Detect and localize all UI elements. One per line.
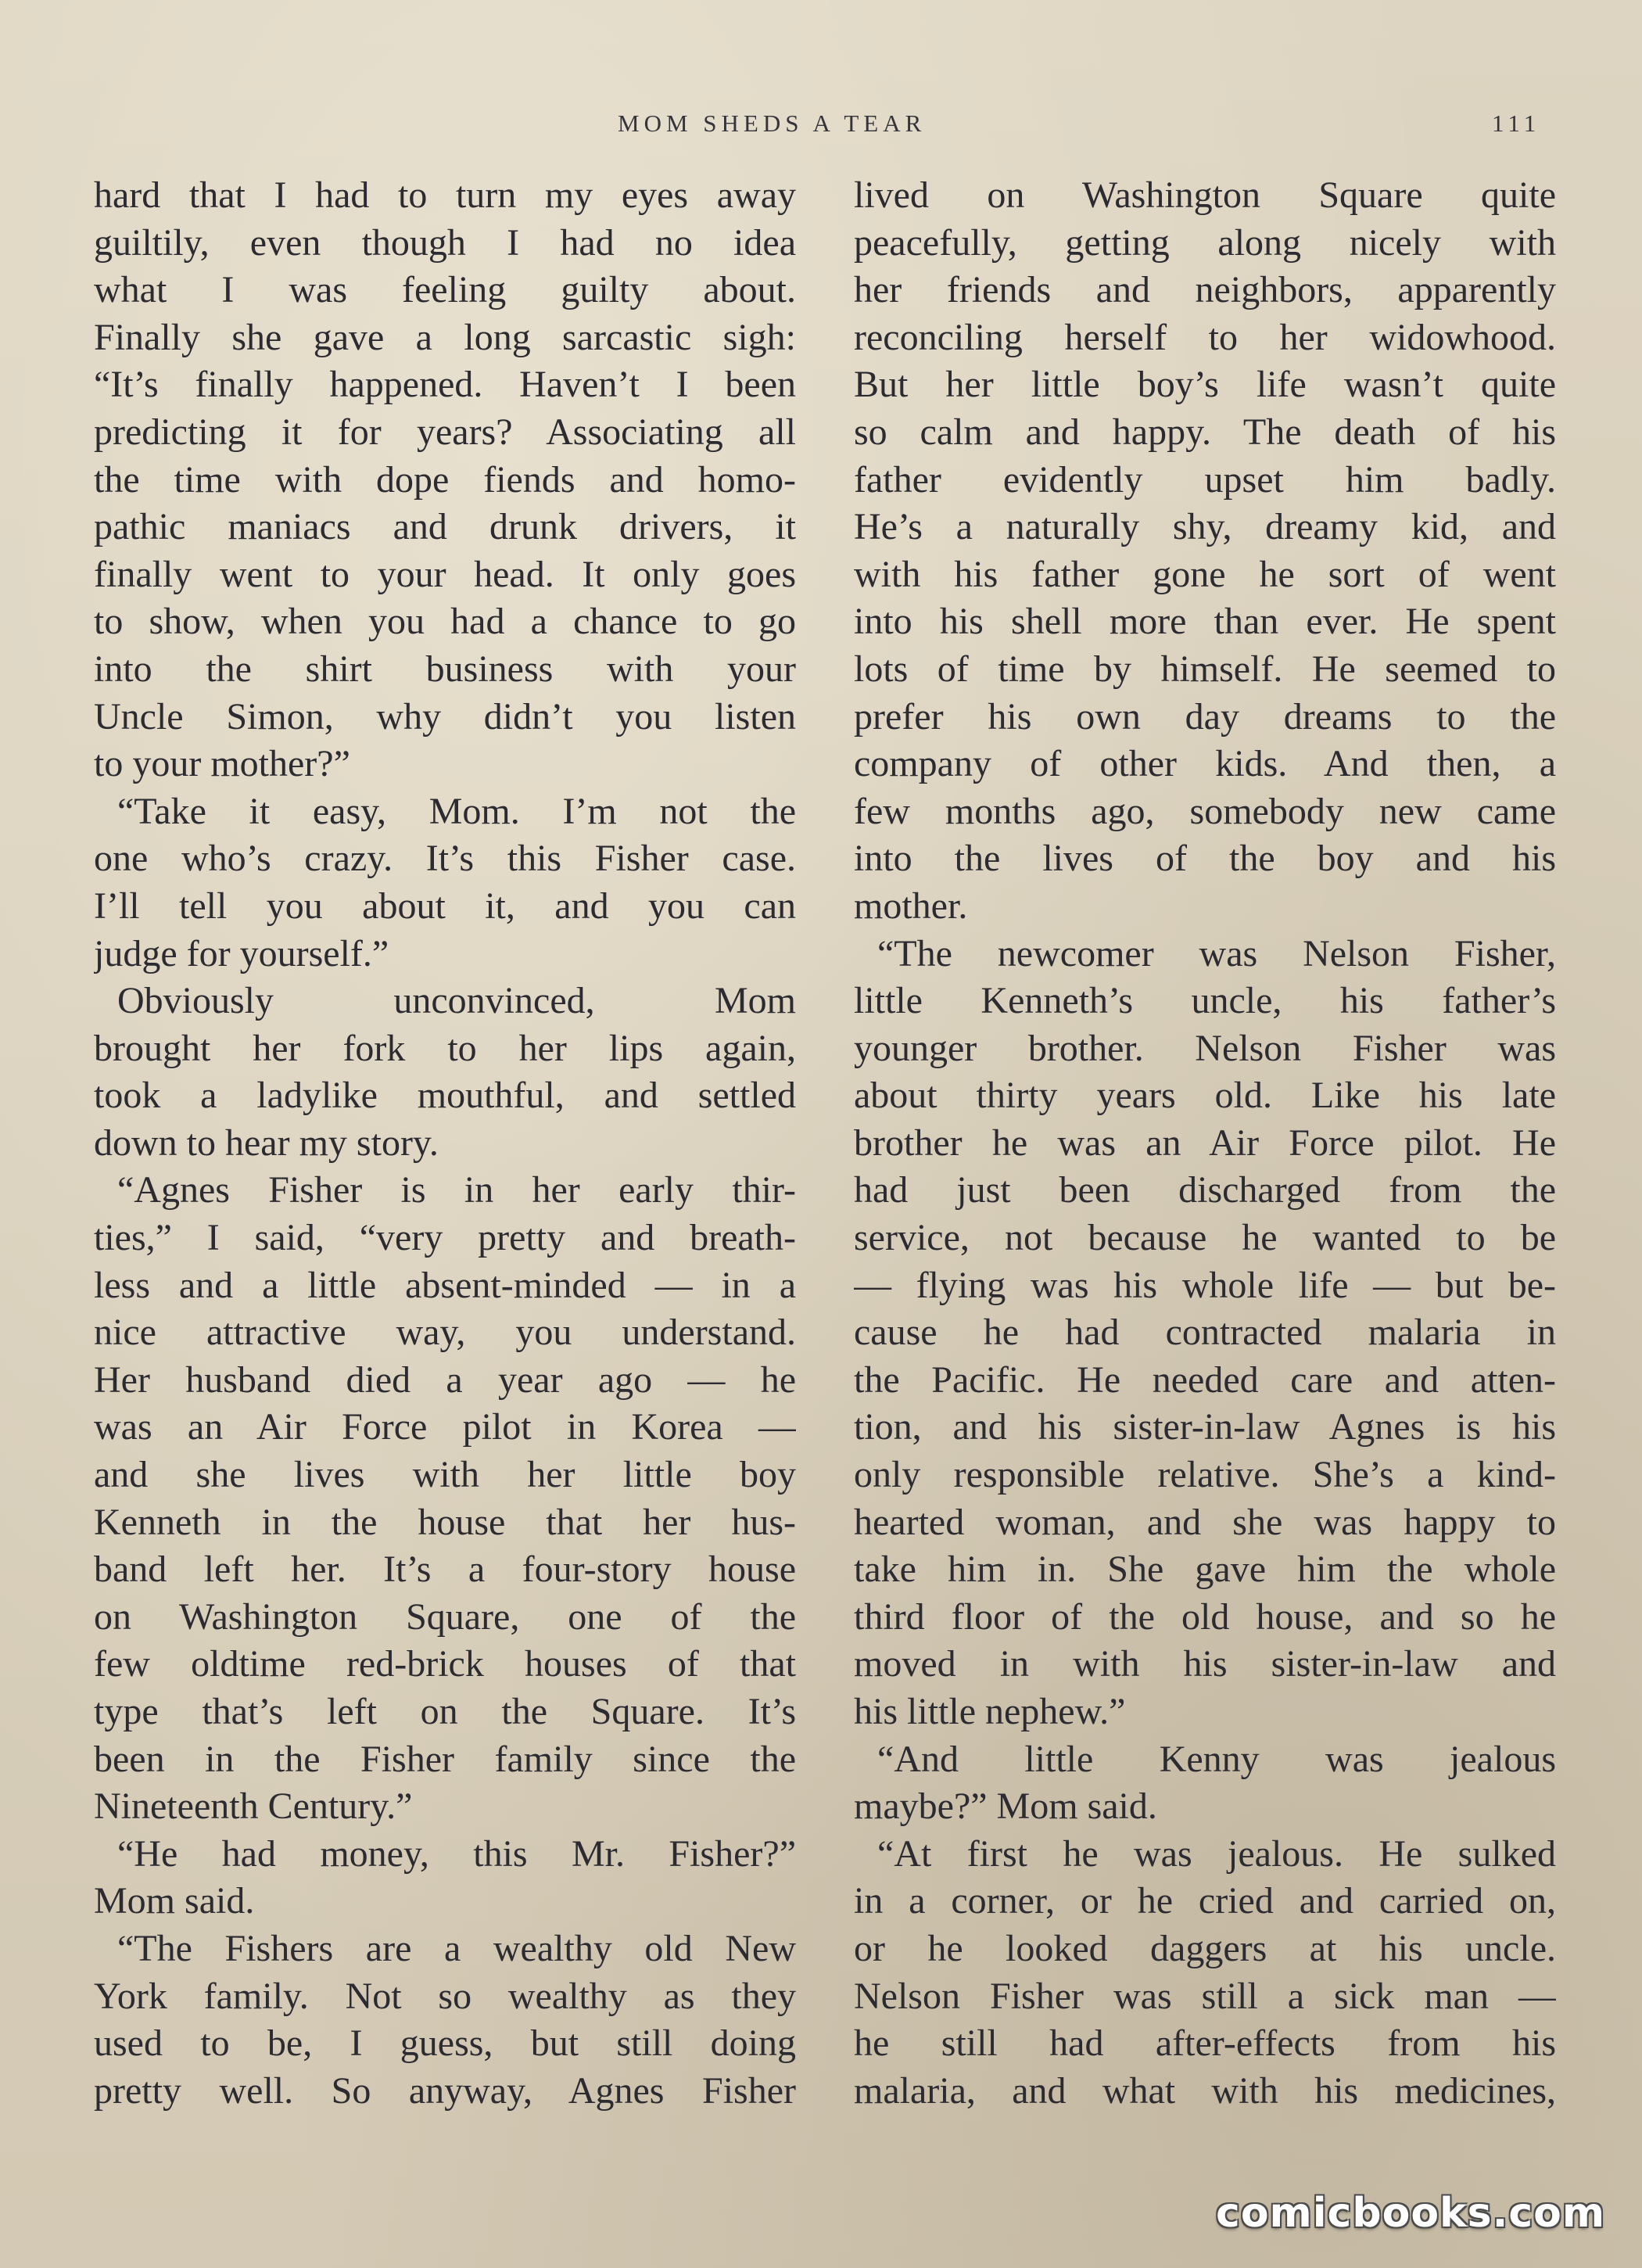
text-line: into the shirt business with your xyxy=(94,648,796,690)
text-line: moved in with his sister-in-law and xyxy=(854,1643,1556,1685)
text-line: But her little boy’s life wasn’t quite xyxy=(854,364,1556,406)
text-line: less and a little absent-minded — in a xyxy=(94,1264,796,1306)
text-line: down to hear my story. xyxy=(94,1121,439,1164)
text-line: pathic maniacs and drunk drivers, it xyxy=(94,506,796,548)
text-line: the Pacific. He needed care and atten- xyxy=(854,1358,1556,1401)
text-line: predicting it for years? Associating all xyxy=(94,411,796,453)
text-line: guiltily, even though I had no idea xyxy=(94,221,796,264)
left-text-column xyxy=(94,172,796,2115)
text-line: one who’s crazy. It’s this Fisher case. xyxy=(94,838,796,880)
text-line: finally went to your head. It only goes xyxy=(94,553,796,595)
text-line: was an Air Force pilot in Korea — xyxy=(94,1406,796,1448)
text-line: younger brother. Nelson Fisher was xyxy=(854,1027,1556,1069)
text-line: what I was feeling guilty about. xyxy=(94,269,796,311)
watermark-logo: comicbooks.com xyxy=(1216,2190,1606,2237)
text-line: so calm and happy. The death of his xyxy=(854,411,1556,453)
page-header xyxy=(0,109,1642,141)
text-line: or he looked daggers at his uncle. xyxy=(854,1927,1556,1969)
text-line: cause he had contracted malaria in xyxy=(854,1312,1556,1354)
running-title: MOM SHEDS A TEAR xyxy=(618,109,927,137)
text-line: in a corner, or he cried and carried on, xyxy=(854,1880,1556,1922)
right-text-column xyxy=(854,172,1556,2115)
text-line: York family. Not so wealthy as they xyxy=(94,1975,796,2017)
text-line: father evidently upset him badly. xyxy=(854,458,1556,501)
text-line: judge for yourself.” xyxy=(94,932,389,974)
text-line: brought her fork to her lips again, xyxy=(94,1027,796,1069)
text-line: ties,” I said, “very pretty and breath- xyxy=(94,1217,796,1259)
text-line: “He had money, this Mr. Fisher?” xyxy=(117,1832,796,1875)
text-line: used to be, I guess, but still doing xyxy=(94,2022,796,2065)
text-line: to your mother?” xyxy=(94,743,350,785)
text-line: about thirty years old. Like his late xyxy=(854,1075,1556,1117)
text-line: malaria, and what with his medicines, xyxy=(854,2069,1556,2112)
text-line: “At first he was jealous. He sulked xyxy=(877,1832,1556,1875)
text-line: few oldtime red-brick houses of that xyxy=(94,1643,796,1685)
text-line: he still had after-effects from his xyxy=(854,2022,1556,2065)
text-line: little Kenneth’s uncle, his father’s xyxy=(854,980,1556,1022)
text-line: band left her. It’s a four-story house xyxy=(94,1548,796,1591)
text-line: pretty well. So anyway, Agnes Fisher xyxy=(94,2069,796,2112)
text-line: Mom said. xyxy=(94,1880,255,1922)
text-line: hard that I had to turn my eyes away xyxy=(94,174,796,216)
text-line: to show, when you had a chance to go xyxy=(94,601,796,643)
text-line: hearted woman, and she was happy to xyxy=(854,1501,1556,1543)
text-line: reconciling herself to her widowhood. xyxy=(854,316,1556,358)
text-line: Nelson Fisher was still a sick man — xyxy=(854,1975,1556,2017)
text-line: took a ladylike mouthful, and settled xyxy=(94,1075,796,1117)
text-line: prefer his own day dreams to the xyxy=(854,695,1556,737)
text-line: mother. xyxy=(854,885,968,927)
text-line: “The Fishers are a wealthy old New xyxy=(117,1927,796,1969)
text-line: “Take it easy, Mom. I’m not the xyxy=(117,790,796,832)
page-number: 111 xyxy=(1492,109,1541,137)
text-line: few months ago, somebody new came xyxy=(854,790,1556,832)
text-line: brother he was an Air Force pilot. He xyxy=(854,1121,1556,1164)
text-line: service, not because he wanted to be xyxy=(854,1217,1556,1259)
text-line: lots of time by himself. He seemed to xyxy=(854,648,1556,690)
text-line: “The newcomer was Nelson Fisher, xyxy=(877,932,1556,974)
text-line: I’ll tell you about it, and you can xyxy=(94,885,796,927)
text-line: nice attractive way, you understand. xyxy=(94,1312,796,1354)
text-line: type that’s left on the Square. It’s xyxy=(94,1691,796,1732)
text-line: “And little Kenny was jealous xyxy=(877,1738,1556,1780)
text-line: maybe?” Mom said. xyxy=(854,1785,1157,1828)
text-line: Obviously unconvinced, Mom xyxy=(117,980,796,1022)
text-line: only responsible relative. She’s a kind- xyxy=(854,1454,1556,1496)
text-line: He’s a naturally shy, dreamy kid, and xyxy=(854,506,1556,548)
text-line: Kenneth in the house that her hus- xyxy=(94,1501,796,1543)
text-line: her friends and neighbors, apparently xyxy=(854,269,1556,311)
text-line: Her husband died a year ago — he xyxy=(94,1358,796,1401)
text-line: take him in. She gave him the whole xyxy=(854,1548,1556,1591)
text-line: Finally she gave a long sarcastic sigh: xyxy=(94,316,796,358)
text-line: peacefully, getting along nicely with xyxy=(854,221,1556,264)
text-line: tion, and his sister-in-law Agnes is his xyxy=(854,1406,1556,1448)
text-line: Nineteenth Century.” xyxy=(94,1785,413,1828)
text-line: his little nephew.” xyxy=(854,1691,1126,1732)
text-line: into the lives of the boy and his xyxy=(854,838,1556,880)
text-line: the time with dope fiends and homo- xyxy=(94,458,796,501)
text-line: and she lives with her little boy xyxy=(94,1454,796,1496)
text-line: with his father gone he sort of went xyxy=(854,553,1556,595)
text-line: into his shell more than ever. He spent xyxy=(854,601,1556,643)
text-line: “Agnes Fisher is in her early thir- xyxy=(117,1169,796,1211)
text-line: third floor of the old house, and so he xyxy=(854,1595,1556,1638)
text-line: Uncle Simon, why didn’t you listen xyxy=(94,695,796,737)
text-line: had just been discharged from the xyxy=(854,1169,1556,1211)
text-line: been in the Fisher family since the xyxy=(94,1738,796,1780)
text-line: company of other kids. And then, a xyxy=(854,743,1556,785)
text-line: — flying was his whole life — but be- xyxy=(854,1264,1556,1306)
text-line: on Washington Square, one of the xyxy=(94,1595,796,1638)
text-line: “It’s finally happened. Haven’t I been xyxy=(94,364,796,406)
text-line: lived on Washington Square quite xyxy=(854,174,1556,216)
